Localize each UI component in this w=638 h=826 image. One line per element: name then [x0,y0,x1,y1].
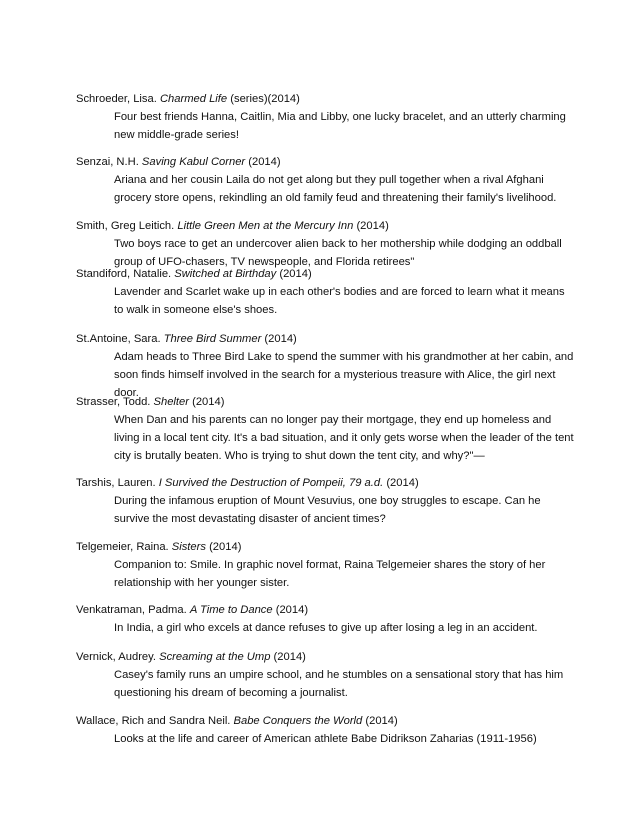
entry-year: (2014) [273,651,306,663]
entry-heading [76,217,576,235]
book-entry [76,538,576,592]
entry-author: Wallace, Rich and Sandra Neil. [76,715,231,727]
book-entry [76,217,576,271]
entry-title: Babe Conquers the World [233,715,363,727]
book-entry [76,712,576,748]
entry-heading [76,712,576,730]
entry-description: Two boys race to get an undercover alien back to her mothership while dodging an oddball group of UFO-chasers, TV newspeople, and Florida retirees" [114,238,562,268]
book-entry [76,474,576,528]
book-entry [76,393,576,465]
entry-year: (2014) [264,333,297,345]
book-entry [76,330,576,402]
entry-title: A Time to Dance [189,604,273,616]
entry-author: Strasser, Todd. [76,396,151,408]
entry-heading [76,538,576,556]
book-entry [76,265,576,319]
entry-author: Tarshis, Lauren. [76,477,156,489]
entry-heading [76,474,576,492]
entry-description: Lavender and Scarlet wake up in each other's bodies and are forced to learn what it means to walk in someone else's shoes. [114,286,565,316]
entry-author: Standiford, Natalie. [76,268,172,280]
entry-title: Saving Kabul Corner [141,156,246,168]
entry-description: Casey's family runs an umpire school, and he stumbles on a sensational story that has him questioning his dream of becoming a journalist. [114,669,564,699]
entry-description: Adam heads to Three Bird Lake to spend the summer with his grandmother at her cabin, and soon finds himself involved in the search for a mysterious treasure with Alice, the girl next door. [114,351,574,399]
entry-author: Senzai, N.H. [76,156,139,168]
book-entry [76,90,576,144]
entry-author: Venkatraman, Padma. [76,604,187,616]
entry-author: Vernick, Audrey. [76,651,157,663]
book-entry [76,601,576,637]
entry-heading [76,393,576,411]
entry-description: Looks at the life and career of American athlete Babe Didrikson Zaharias (1911-1956) [114,733,537,745]
entry-year: (series)(2014) [230,93,300,105]
entry-year: (2014) [275,604,309,616]
entry-author: Telgemeier, Raina. [76,541,169,553]
entry-title: Switched at Birthday [174,268,277,280]
entry-year: (2014) [209,541,242,553]
entry-description: During the infamous eruption of Mount Vesuvius, one boy struggles to escape. Can he survive the most devastating disaster of ancient times? [114,495,541,525]
entry-description: In India, a girl who excels at dance refuses to give up after losing a leg in an accident. [114,622,538,634]
book-entry [76,648,576,702]
entry-description: Four best friends Hanna, Caitlin, Mia and Libby, one lucky bracelet, and an utterly charming new middle-grade series! [114,111,566,141]
entry-year: (2014) [386,477,419,489]
entry-author: St.Antoine, Sara. [76,333,161,345]
entry-title: Three Bird Summer [163,333,262,345]
entry-year: (2014) [248,156,281,168]
entry-author: Smith, Greg Leitich. [76,220,175,232]
entry-author: Schroeder, Lisa. [76,93,157,105]
entry-title: Screaming at the Ump [159,651,271,663]
entry-description: When Dan and his parents can no longer pay their mortgage, they end up homeless and living in a local tent city. It's a bad situation, and it only gets worse when the leader of the tent city is brutally beaten. Who is trying to shut down the tent city, and why?"— [114,414,574,462]
entry-heading [76,90,576,108]
entry-description: Ariana and her cousin Laila do not get along but they pull together when a rival Afghani grocery store opens, rekindling an old family feud and threatening their family's livelihood. [114,174,557,204]
entry-title: Sisters [171,541,206,553]
entry-year: (2014) [279,268,312,280]
entry-year: (2014) [365,715,398,727]
entry-description: Companion to: Smile. In graphic novel format, Raina Telgemeier shares the story of her relationship with her younger sister. [114,559,546,589]
entry-heading [76,265,576,283]
entry-heading [76,330,576,348]
entry-title: I Survived the Destruction of Pompeii, 79 a.d. [158,477,384,489]
entry-heading [76,153,576,171]
entry-year: (2014) [356,220,389,232]
entry-title: Little Green Men at the Mercury Inn [177,220,354,232]
entry-year: (2014) [192,396,225,408]
entry-title: Charmed Life [159,93,228,105]
entry-title: Shelter [153,396,189,408]
book-entry [76,153,576,207]
entry-heading [76,648,576,666]
entry-heading [76,601,576,619]
